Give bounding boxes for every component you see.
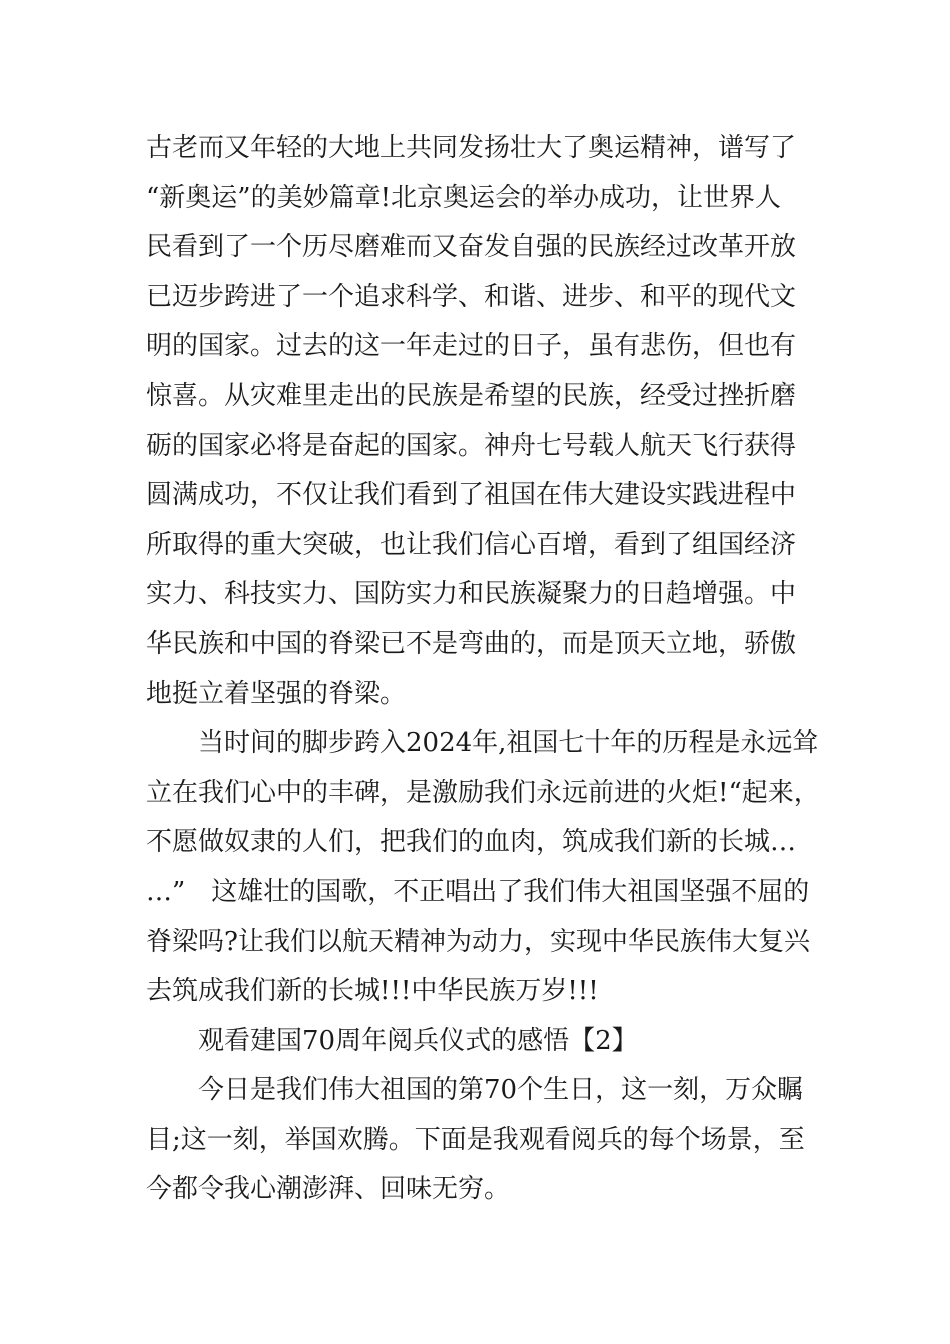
text-line: 古老而又年轻的大地上共同发扬壮大了奥运精神，谱写了 [146, 133, 797, 163]
text-line: 当时间的脚步跨入2024年,祖国七十年的历程是永远耸 [146, 728, 819, 759]
text-line: 民看到了一个历尽磨难而又奋发自强的民族经过改革开放 [146, 232, 797, 263]
text-line: 所取得的重大突破，也让我们信心百增，看到了组国经济 [146, 529, 797, 560]
text-line: 明的国家。过去的这一年走过的日子，虽有悲伤，但也有 [146, 331, 797, 362]
text-line: 圆满成功，不仅让我们看到了祖国在伟大建设实践进程中 [146, 480, 797, 511]
text-line: 华民族和中国的脊梁已不是弯曲的，而是顶天立地，骄傲 [146, 628, 797, 659]
text-line: 惊喜。从灾难里走出的民族是希望的民族，经受过挫折磨 [146, 380, 797, 411]
body-text [146, 124, 836, 1215]
text-line: 砺的国家必将是奋起的国家。神舟七号载人航天飞行获得 [146, 430, 797, 461]
text-line: 今日是我们伟大祖国的第70个生日，这一刻，万众瞩 [146, 1075, 804, 1106]
text-line: 今都令我心潮澎湃、回味无穷。 [146, 1174, 511, 1205]
text-line: 地挺立着坚强的脊梁。 [146, 678, 407, 709]
text-line: 目;这一刻，举国欢腾。下面是我观看阅兵的每个场景，至 [146, 1124, 805, 1155]
text-line: 已迈步跨进了一个追求科学、和谐、进步、和平的现代文 [146, 281, 797, 312]
text-line: 去筑成我们新的长城!!!中华民族万岁!!! [146, 976, 599, 1007]
text-line: 立在我们心中的丰碑，是激励我们永远前进的火炬!“起来， [146, 777, 820, 808]
text-line: 脊梁吗?让我们以航天精神为动力，实现中华民族伟大复兴 [146, 926, 810, 957]
section-heading: 观看建国70周年阅兵仪式的感悟【2】 [146, 1025, 638, 1056]
text-line: “新奥运”的美妙篇章!北京奥运会的举办成功，让世界人 [146, 182, 782, 213]
text-line: 实力、科技实力、国防实力和民族凝聚力的日趋增强。中 [146, 579, 797, 610]
text-line: …” 这雄壮的国歌，不正唱出了我们伟大祖国坚强不屈的 [146, 876, 810, 907]
text-line: 不愿做奴隶的人们，把我们的血肉，筑成我们新的长城… [146, 827, 797, 858]
